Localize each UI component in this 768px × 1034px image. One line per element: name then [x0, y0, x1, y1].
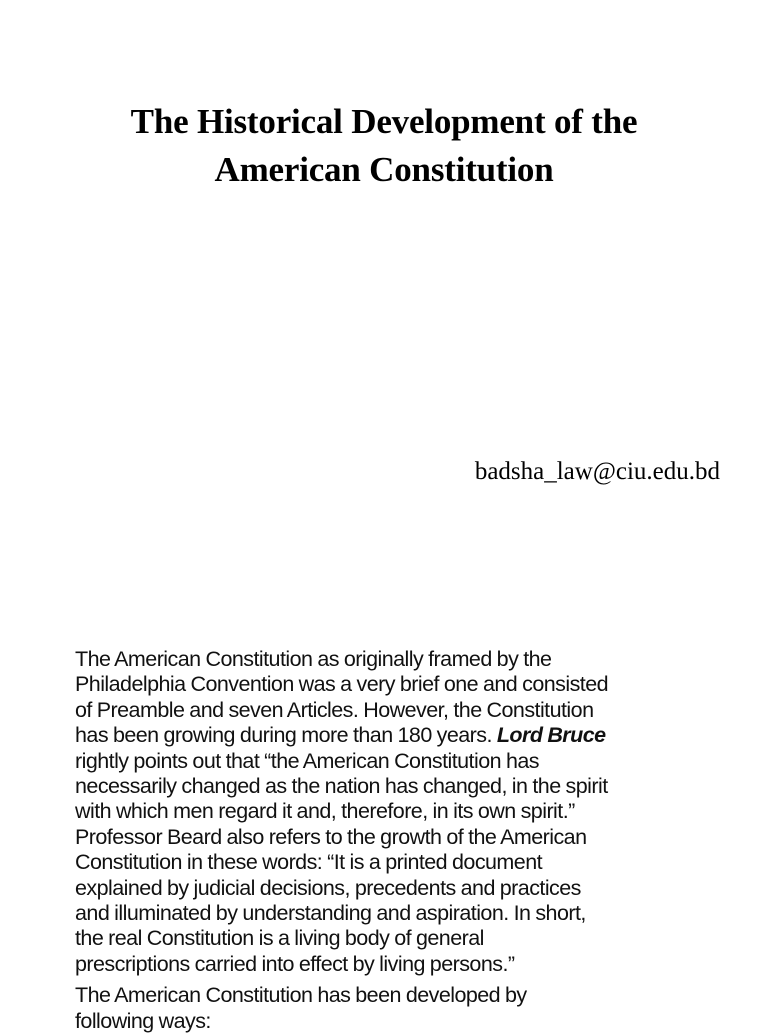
text-line: The American Constitution as originally framed by the: [75, 647, 552, 671]
text-line: necessarily changed as the nation has changed, in the spirit: [75, 774, 608, 799]
text-line: Philadelphia Convention was a very brief one and consisted: [75, 672, 609, 697]
title-line-1: The Historical Development of the: [130, 102, 638, 141]
text-line: following ways:: [75, 1008, 211, 1033]
content-slide-body: [75, 647, 755, 1034]
text-line: with which men regard it and, therefore, in its own spirit.”: [75, 799, 575, 824]
text-line: the real Constitution is a living body of general: [75, 926, 484, 951]
text-line: [75, 723, 755, 748]
text-line: Constitution in these words: “It is a printed document: [75, 850, 543, 875]
emphasized-name-lord-bruce: Lord Bruce: [496, 723, 606, 748]
text-line: The American Constitution has been developed by: [75, 983, 527, 1008]
text-segment: has been growing during more than 180 years.: [75, 723, 497, 748]
text-line: prescriptions carried into effect by living persons.”: [75, 951, 515, 976]
text-line: Professor Beard also refers to the growth of the American: [75, 824, 587, 849]
title-line-2: American Constitution: [214, 150, 554, 189]
text-line: rightly points out that “the American Constitution has: [75, 748, 539, 773]
paragraph-development-ways: [75, 983, 755, 1034]
text-line: explained by judicial decisions, precedents and practices: [75, 875, 581, 900]
page-title: [0, 98, 768, 194]
text-line: of Preamble and seven Articles. However, the Constitution: [75, 697, 594, 722]
text-line: and illuminated by understanding and aspiration. In short,: [75, 901, 586, 926]
author-email: badsha_law@ciu.edu.bd: [474, 458, 720, 485]
paragraph-intro: [75, 647, 755, 977]
